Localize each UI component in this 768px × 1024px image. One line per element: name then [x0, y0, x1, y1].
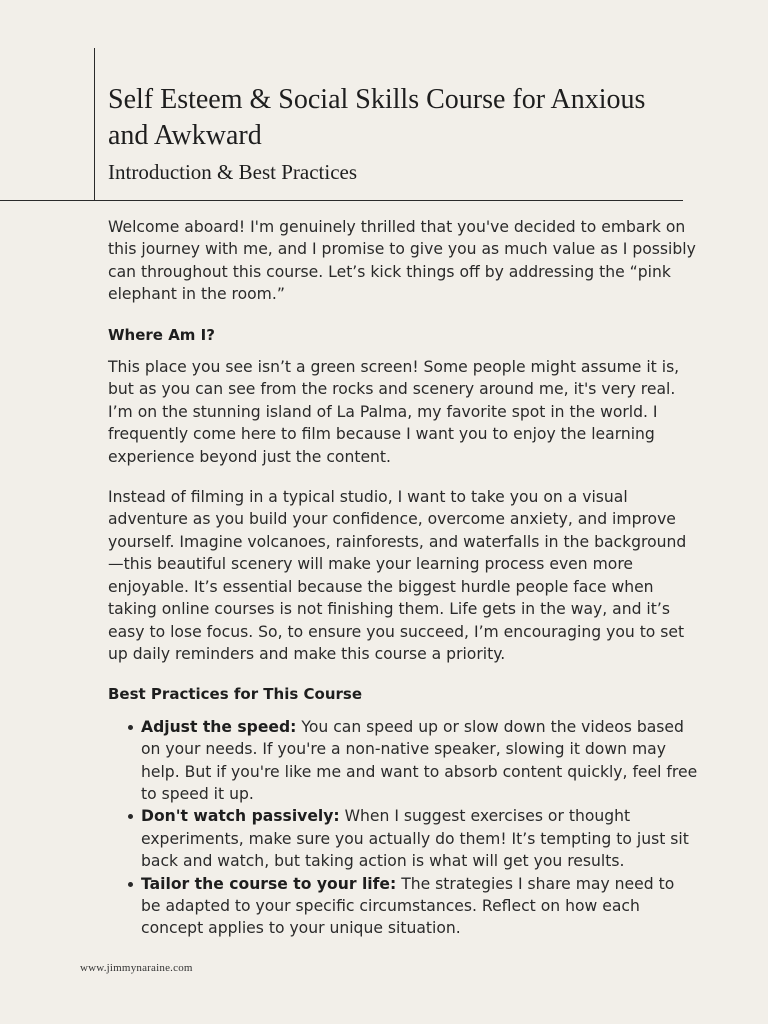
list-item-label: Adjust the speed:: [141, 717, 297, 736]
where-am-i-paragraph-1: This place you see isn’t a green screen! Some people might assume it is, but as you can see from the rocks and scenery around me, it's very real. I’m on the stunning island of La Palma, my favorite spot in the world. I frequently come here to film because I want you to enjoy the learning experience beyond just the content.: [108, 358, 680, 466]
where-am-i-paragraph-2: Instead of filming in a typical studio, I want to take you on a visual adventure as you build your confidence, overcome anxiety, and improve yourself. Imagine volcanoes, rainforests, and waterfalls in the background—this beautiful scenery will make your learning process even more enjoyable. It’s essential because the biggest hurdle people face when taking online courses is not finishing them. Life gets in the way, and it’s easy to lose focus. So, to ensure you succeed, I’m encouraging you to set up daily reminders and make this course a priority.: [108, 488, 687, 663]
list-item-label: Don't watch passively:: [141, 807, 340, 826]
section-heading-best-practices: Best Practices for This Course: [108, 685, 363, 704]
page-title: Self Esteem & Social Skills Course for Anxious and Awkward: [108, 84, 646, 151]
page-subtitle: Introduction & Best Practices: [108, 160, 358, 184]
list-item: [141, 805, 698, 872]
list-item: [141, 873, 698, 940]
list-item-text: The strategies I share may need to be adapted to your specific circumstances. Reflect on how each concept applies to your unique situation.: [141, 874, 675, 938]
footer-website: www.jimmynaraine.com: [80, 962, 193, 974]
section-heading-where-am-i: Where Am I?: [108, 325, 215, 344]
document-body: [108, 216, 698, 940]
list-item-text: When I suggest exercises or thought experiments, make sure you actually do them! It’s tempting to just sit back and watch, but taking action is what will get you results.: [141, 807, 689, 871]
header-vertical-rule: [94, 48, 95, 200]
best-practices-list: [108, 716, 698, 940]
list-item-label: Tailor the course to your life:: [141, 874, 397, 893]
list-item: [141, 716, 698, 806]
header-horizontal-rule: [0, 200, 683, 201]
list-item-text: You can speed up or slow down the videos based on your needs. If you're a non-native speaker, slowing it down may help. But if you're like me and want to absorb content quickly, feel free to speed it up.: [141, 717, 698, 803]
intro-paragraph: Welcome aboard! I'm genuinely thrilled that you've decided to embark on this journey with me, and I promise to give you as much value as I possibly can throughout this course. Let’s kick things off by addressing the “pink elephant in the room.”: [108, 218, 696, 304]
